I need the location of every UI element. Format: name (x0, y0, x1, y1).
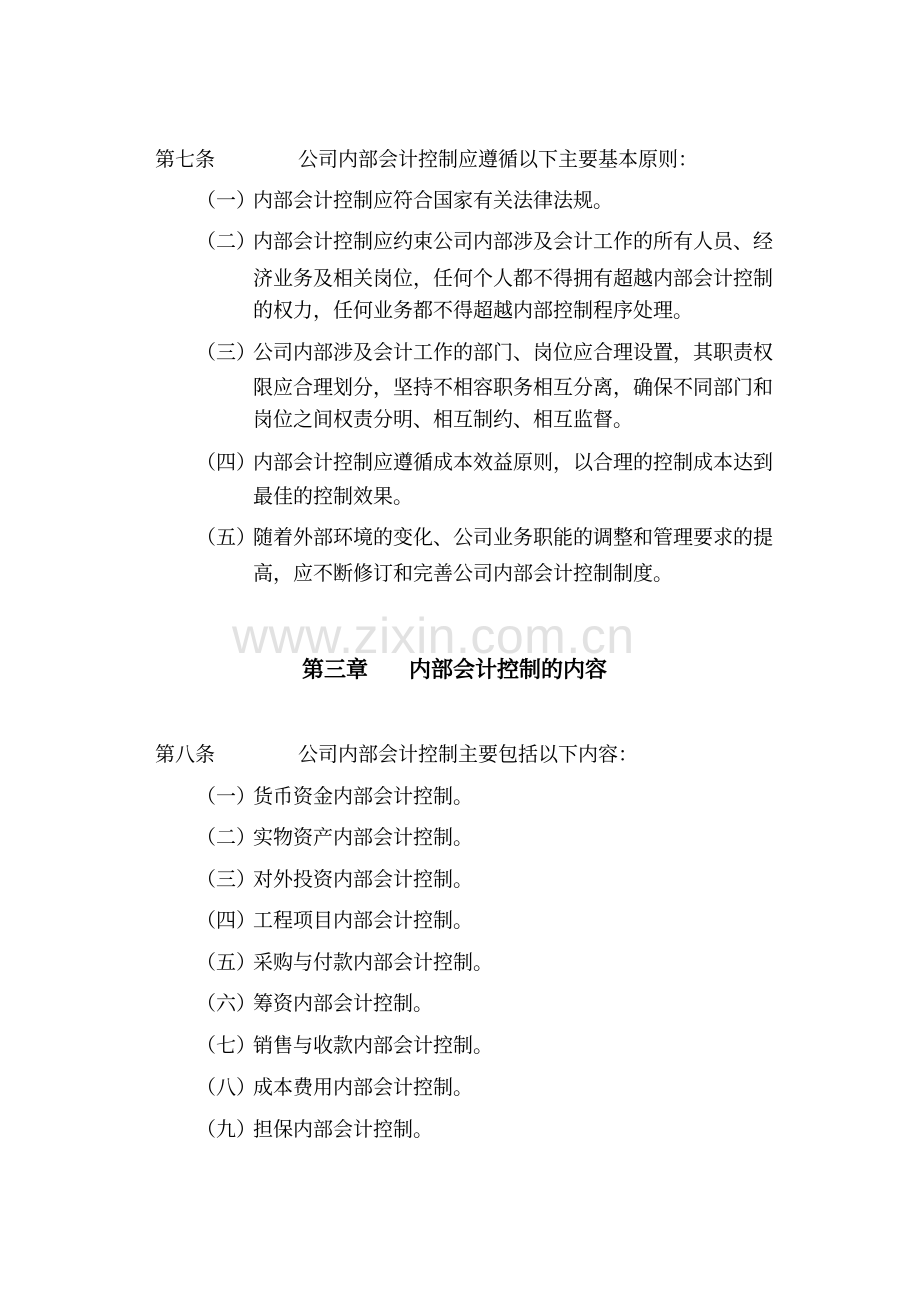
article-8-item-2-marker: （二） (196, 825, 256, 849)
article-8-item-3-marker: （三） (196, 867, 256, 891)
article-8-item-1-text: 货币资金内部会计控制。 (253, 784, 473, 808)
article-7-item-2-marker: （二） (196, 229, 256, 253)
article-7-item-3-text: 公司内部涉及会计工作的部门、岗位应合理设置，其职责权 (253, 340, 773, 364)
article-8-item-4-text: 工程项目内部会计控制。 (253, 908, 473, 932)
article-8-item-8-text: 成本费用内部会计控制。 (253, 1075, 473, 1099)
article-7-intro: 公司内部会计控制应遵循以下主要基本原则： (298, 147, 698, 171)
article-8-item-2-text: 实物资产内部会计控制。 (253, 825, 473, 849)
article-8-item-8-marker: （八） (196, 1075, 256, 1099)
article-7-item-5-marker: （五） (196, 525, 256, 549)
article-8-item-3-text: 对外投资内部会计控制。 (253, 867, 473, 891)
article-7-item-5-text: 高，应不断修订和完善公司内部会计控制制度。 (253, 561, 673, 585)
article-8-item-5-marker: （五） (196, 950, 256, 974)
chapter-title: 内部会计控制的内容 (409, 657, 608, 683)
article-8-item-4-marker: （四） (196, 908, 256, 932)
article-8-item-7-marker: （七） (196, 1033, 256, 1057)
article-7-item-1-marker: （一） (196, 188, 256, 212)
article-7-item-2-text: 内部会计控制应约束公司内部涉及会计工作的所有人员、经 (253, 229, 773, 253)
article-7-item-2-text: 的权力，任何业务都不得超越内部控制程序处理。 (253, 298, 693, 322)
article-8-item-5-text: 采购与付款内部会计控制。 (253, 950, 493, 974)
article-8-item-6-text: 筹资内部会计控制。 (253, 991, 433, 1015)
article-7-item-4-marker: （四） (196, 450, 256, 474)
article-7-item-4-text: 内部会计控制应遵循成本效益原则，以合理的控制成本达到 (253, 450, 773, 474)
article-7-item-5-text: 随着外部环境的变化、公司业务职能的调整和管理要求的提 (253, 525, 773, 549)
article-7-item-1-text: 内部会计控制应符合国家有关法律法规。 (253, 188, 613, 212)
article-8-intro: 公司内部会计控制主要包括以下内容： (298, 742, 638, 766)
article-8-item-6-marker: （六） (196, 991, 256, 1015)
watermark: www.zixin.com.cn (232, 608, 635, 664)
article-8-item-9-text: 担保内部会计控制。 (253, 1117, 433, 1141)
article-8-item-9-marker: （九） (196, 1117, 256, 1141)
article-7-item-3-marker: （三） (196, 340, 256, 364)
article-7-label: 第七条 (155, 147, 215, 171)
article-7-item-2-text: 济业务及相关岗位，任何个人都不得拥有超越内部会计控制 (253, 266, 773, 290)
chapter-number: 第三章 (302, 657, 369, 683)
article-7-item-3-text: 岗位之间权责分明、相互制约、相互监督。 (253, 407, 633, 431)
article-8-item-7-text: 销售与收款内部会计控制。 (253, 1033, 493, 1057)
article-8-label: 第八条 (155, 742, 215, 766)
article-7-item-3-text: 限应合理划分，坚持不相容职务相互分离，确保不同部门和 (253, 375, 773, 399)
article-7-item-4-text: 最佳的控制效果。 (253, 484, 413, 508)
article-8-item-1-marker: （一） (196, 784, 256, 808)
